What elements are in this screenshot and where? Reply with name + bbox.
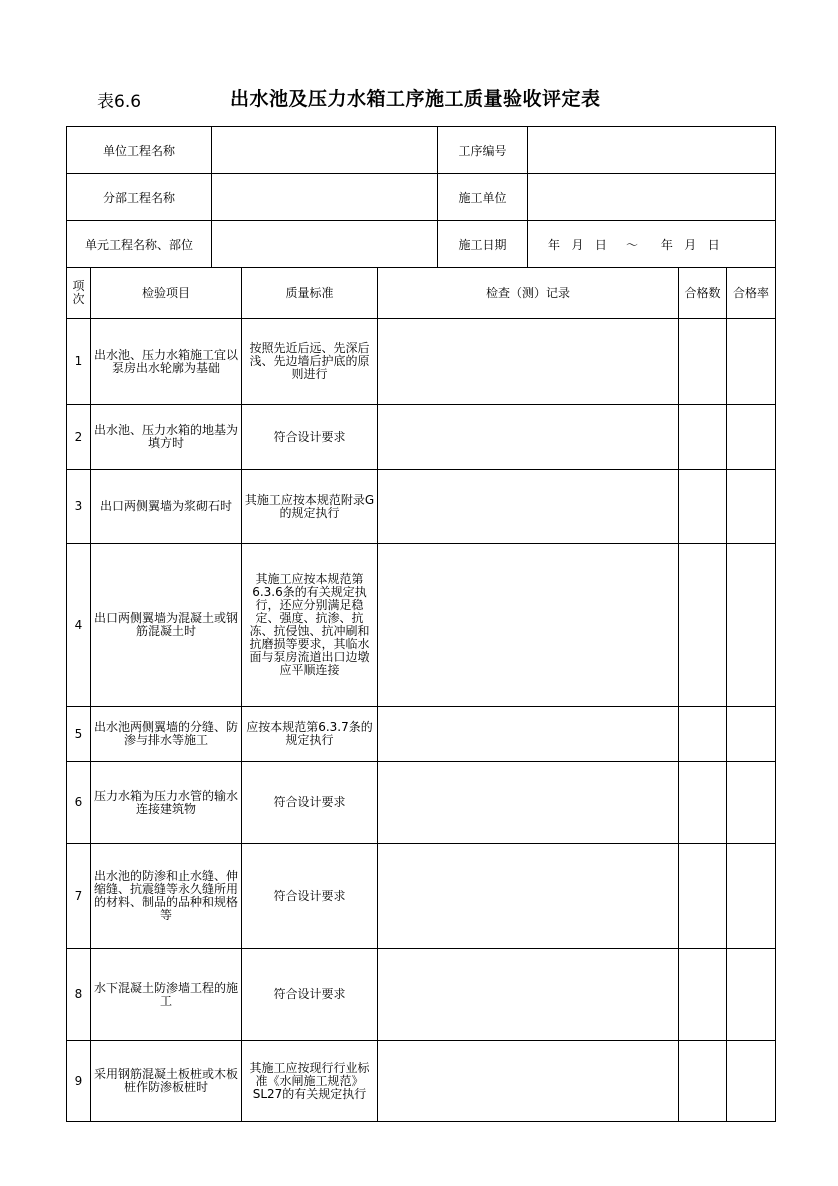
row-qualified-count-field[interactable] xyxy=(679,470,727,544)
row-standard: 符合设计要求 xyxy=(242,844,378,949)
row-qualified-count-field[interactable] xyxy=(679,1041,727,1122)
row-qualified-rate-field[interactable] xyxy=(727,405,776,470)
header-row-element-project xyxy=(67,221,776,268)
row-standard: 其施工应按本规范第6.3.6条的有关规定执行，还应分别满足稳定、强度、抗渗、抗冻、抗侵蚀、抗冲刷和抗磨损等要求，其临水面与泵房流道出口边墩应平顺连接 xyxy=(242,544,378,707)
row-no: 7 xyxy=(67,844,91,949)
unit-project-label: 单位工程名称 xyxy=(67,127,212,174)
row-record-field[interactable] xyxy=(378,544,679,707)
row-no: 2 xyxy=(67,405,91,470)
table-caption: 表6.6 xyxy=(97,92,142,112)
row-item: 出水池、压力水箱的地基为填方时 xyxy=(91,405,242,470)
row-item: 压力水箱为压力水管的输水连接建筑物 xyxy=(91,762,242,844)
row-qualified-count-field[interactable] xyxy=(679,707,727,762)
row-item: 出水池、压力水箱施工宜以泵房出水轮廓为基础 xyxy=(91,319,242,405)
col-header-qualified-rate: 合格率 xyxy=(727,268,776,319)
row-item: 出口两侧翼墙为浆砌石时 xyxy=(91,470,242,544)
row-standard: 符合设计要求 xyxy=(242,949,378,1041)
col-header-item: 检验项目 xyxy=(91,268,242,319)
division-project-label: 分部工程名称 xyxy=(67,174,212,221)
unit-project-field[interactable] xyxy=(212,127,438,174)
row-qualified-rate-field[interactable] xyxy=(727,470,776,544)
table-row xyxy=(67,707,776,762)
header-row-unit-project xyxy=(67,127,776,174)
row-standard: 其施工应按现行行业标准《水闸施工规范》SL27的有关规定执行 xyxy=(242,1041,378,1122)
table-row xyxy=(67,762,776,844)
element-project-field[interactable] xyxy=(212,221,438,268)
row-item: 出水池的防渗和止水缝、伸缩缝、抗震缝等永久缝所用的材料、制品的品种和规格等 xyxy=(91,844,242,949)
date-field[interactable]: 年 月 日 ～ 年 月 日 xyxy=(528,221,776,268)
col-header-no: 项次 xyxy=(67,268,91,319)
row-qualified-count-field[interactable] xyxy=(679,544,727,707)
page-title: 出水池及压力水箱工序施工质量验收评定表 xyxy=(230,88,601,110)
table-row xyxy=(67,470,776,544)
row-qualified-count-field[interactable] xyxy=(679,844,727,949)
contractor-field[interactable] xyxy=(528,174,776,221)
col-header-standard: 质量标准 xyxy=(242,268,378,319)
table-row xyxy=(67,544,776,707)
element-project-label: 单元工程名称、部位 xyxy=(67,221,212,268)
row-qualified-rate-field[interactable] xyxy=(727,544,776,707)
row-no: 8 xyxy=(67,949,91,1041)
header-row-division-project xyxy=(67,174,776,221)
row-qualified-count-field[interactable] xyxy=(679,405,727,470)
row-no: 4 xyxy=(67,544,91,707)
row-qualified-count-field[interactable] xyxy=(679,762,727,844)
row-standard: 按照先近后远、先深后浅、先边墙后护底的原则进行 xyxy=(242,319,378,405)
table-row xyxy=(67,1041,776,1122)
row-item: 采用钢筋混凝土板桩或木板桩作防渗板桩时 xyxy=(91,1041,242,1122)
row-record-field[interactable] xyxy=(378,319,679,405)
row-qualified-rate-field[interactable] xyxy=(727,319,776,405)
division-project-field[interactable] xyxy=(212,174,438,221)
row-record-field[interactable] xyxy=(378,1041,679,1122)
row-qualified-rate-field[interactable] xyxy=(727,844,776,949)
table-row xyxy=(67,844,776,949)
row-standard: 其施工应按本规范附录G的规定执行 xyxy=(242,470,378,544)
row-qualified-count-field[interactable] xyxy=(679,319,727,405)
row-item: 出口两侧翼墙为混凝土或钢筋混凝土时 xyxy=(91,544,242,707)
header-table xyxy=(66,126,776,268)
col-header-qualified-count: 合格数 xyxy=(679,268,727,319)
row-record-field[interactable] xyxy=(378,470,679,544)
process-no-field[interactable] xyxy=(528,127,776,174)
inspection-table xyxy=(66,267,776,1122)
row-no: 1 xyxy=(67,319,91,405)
column-header-row xyxy=(67,268,776,319)
row-qualified-rate-field[interactable] xyxy=(727,707,776,762)
row-record-field[interactable] xyxy=(378,405,679,470)
row-qualified-count-field[interactable] xyxy=(679,949,727,1041)
row-qualified-rate-field[interactable] xyxy=(727,762,776,844)
row-qualified-rate-field[interactable] xyxy=(727,1041,776,1122)
row-no: 6 xyxy=(67,762,91,844)
col-header-record: 检查（测）记录 xyxy=(378,268,679,319)
table-row xyxy=(67,319,776,405)
row-record-field[interactable] xyxy=(378,844,679,949)
row-no: 5 xyxy=(67,707,91,762)
row-standard: 应按本规范第6.3.7条的规定执行 xyxy=(242,707,378,762)
row-item: 水下混凝土防渗墙工程的施工 xyxy=(91,949,242,1041)
row-qualified-rate-field[interactable] xyxy=(727,949,776,1041)
row-no: 9 xyxy=(67,1041,91,1122)
table-row xyxy=(67,405,776,470)
process-no-label: 工序编号 xyxy=(438,127,528,174)
row-no: 3 xyxy=(67,470,91,544)
date-label: 施工日期 xyxy=(438,221,528,268)
row-standard: 符合设计要求 xyxy=(242,762,378,844)
row-record-field[interactable] xyxy=(378,949,679,1041)
row-item: 出水池两侧翼墙的分缝、防渗与排水等施工 xyxy=(91,707,242,762)
row-standard: 符合设计要求 xyxy=(242,405,378,470)
row-record-field[interactable] xyxy=(378,762,679,844)
table-row xyxy=(67,949,776,1041)
contractor-label: 施工单位 xyxy=(438,174,528,221)
row-record-field[interactable] xyxy=(378,707,679,762)
